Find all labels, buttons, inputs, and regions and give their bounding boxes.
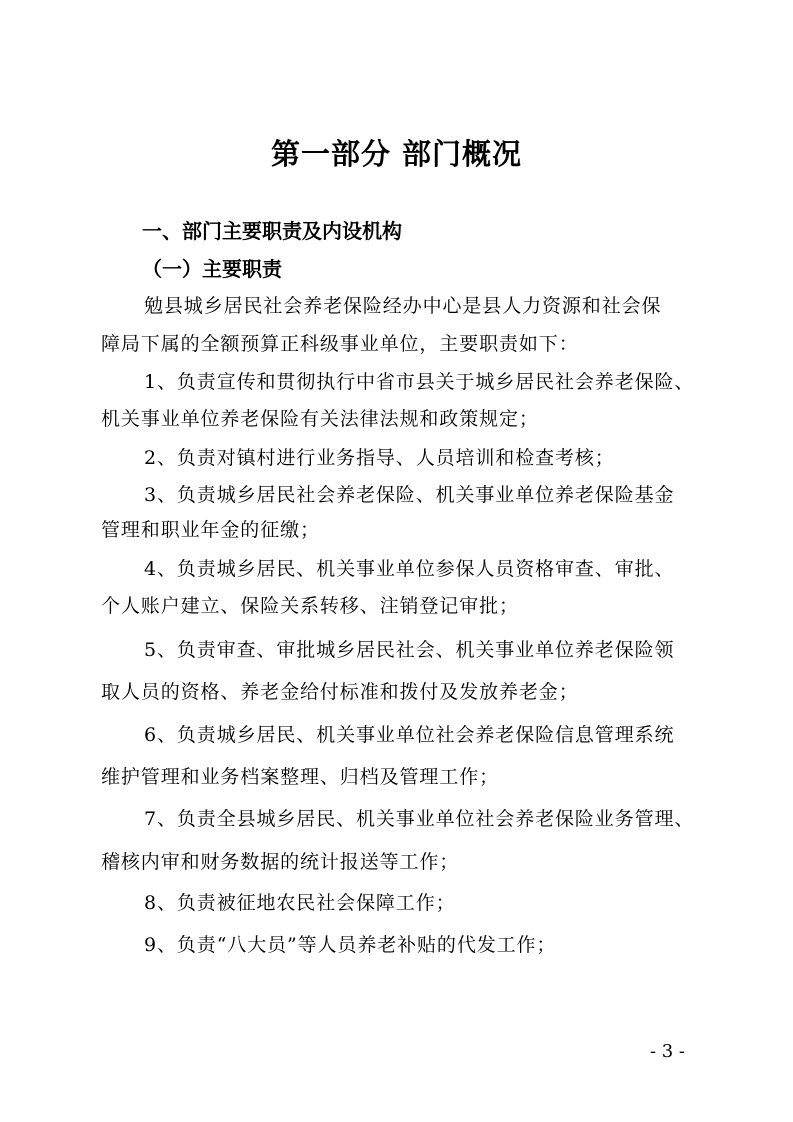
paragraph-line: 2、负责对镇村进行业务指导、人员培训和检查考核； — [144, 447, 615, 469]
paragraph-line: 稽核内审和财务数据的统计报送等工作； — [101, 851, 460, 873]
page-title: 第一部分 部门概况 — [270, 137, 523, 171]
page-number: - 3 - — [649, 1041, 685, 1062]
section-heading: 一、部门主要职责及内设机构 — [142, 219, 402, 243]
paragraph-line: 4、负责城乡居民、机关事业单位参保人员资格审查、审批、 — [144, 558, 675, 580]
paragraph-line: 6、负责城乡居民、机关事业单位社会养老保险信息管理系统 — [144, 724, 675, 746]
paragraph-line: 勉县城乡居民社会养老保险经办中心是县人力资源和社会保 — [144, 295, 662, 317]
paragraph-line: 障局下属的全额预算正科级事业单位，主要职责如下： — [101, 333, 579, 355]
subsection-heading: （一）主要职责 — [142, 257, 282, 281]
paragraph-line: 个人账户建立、保险关系转移、注销登记审批； — [101, 595, 519, 617]
paragraph-line: 1、负责宣传和贯彻执行中省市县关于城乡居民社会养老保险、 — [144, 371, 695, 393]
paragraph-line: 机关事业单位养老保险有关法律法规和政策规定； — [101, 408, 539, 430]
paragraph-line: 管理和职业年金的征缴； — [101, 519, 320, 541]
paragraph-line: 取人员的资格、养老金给付标准和拨付及发放养老金； — [101, 681, 579, 703]
paragraph-line: 8、负责被征地农民社会保障工作； — [144, 892, 456, 914]
paragraph-line: 7、负责全县城乡居民、机关事业单位社会养老保险业务管理、 — [144, 808, 695, 830]
paragraph-line: 3、负责城乡居民社会养老保险、机关事业单位养老保险基金 — [144, 484, 675, 506]
paragraph-line: 维护管理和业务档案整理、归档及管理工作； — [101, 766, 500, 788]
paragraph-line: 9、负责“八大员”等人员养老补贴的代发工作； — [144, 934, 557, 956]
paragraph-line: 5、负责审查、审批城乡居民社会、机关事业单位养老保险领 — [144, 639, 675, 661]
